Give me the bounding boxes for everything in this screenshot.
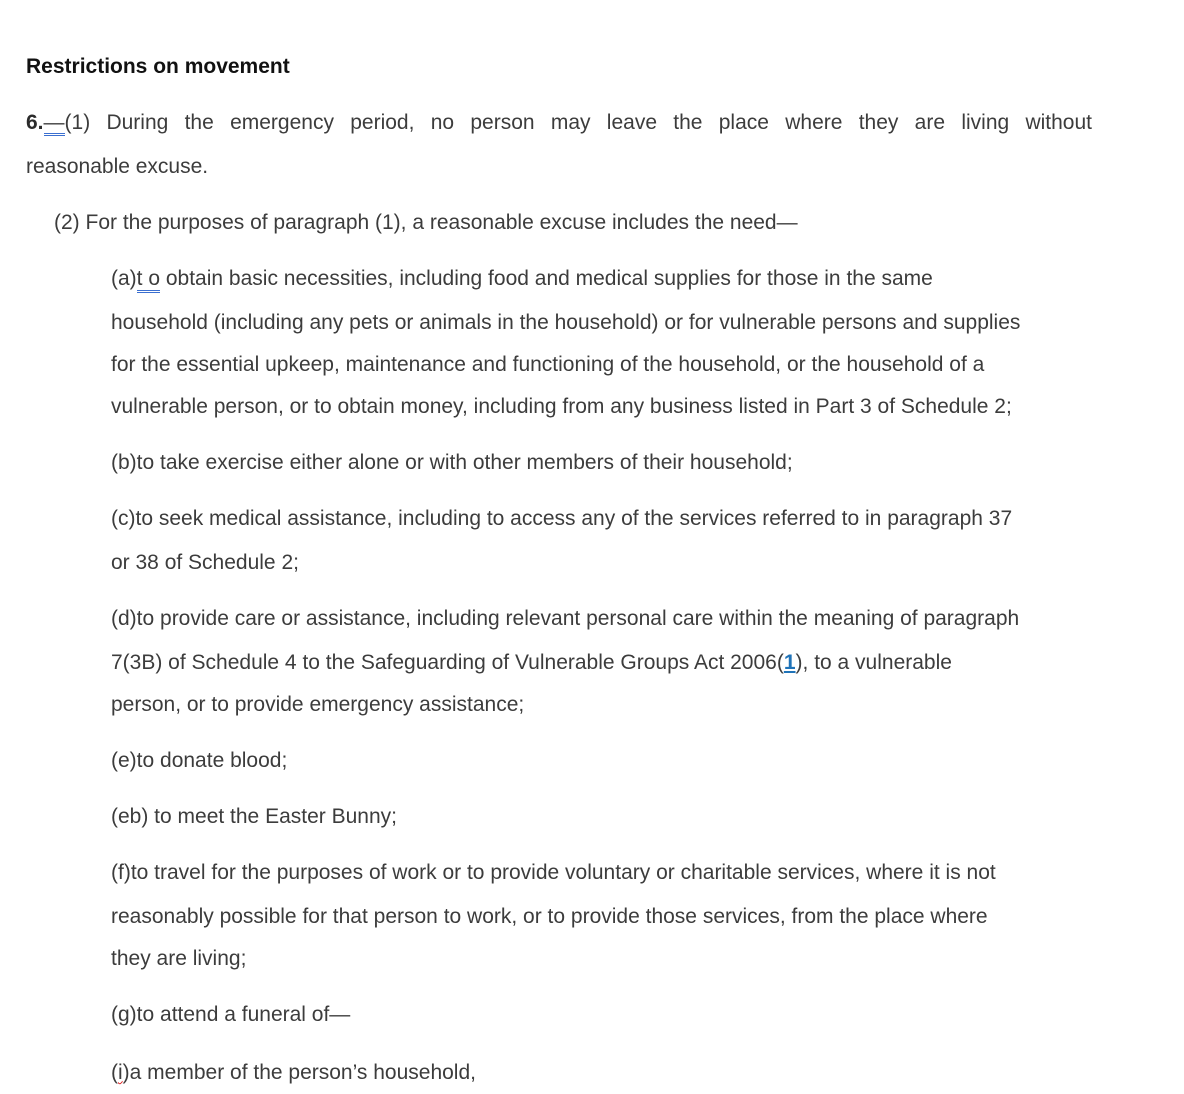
item-a-label: (a) xyxy=(111,267,137,290)
subparagraph-2: (2) For the purposes of paragraph (1), a reasonable excuse includes the need— xyxy=(54,211,798,234)
section-heading: Restrictions on movement xyxy=(26,55,290,78)
item-eb: (eb) to meet the Easter Bunny; xyxy=(111,805,397,828)
item-b: (b)to take exercise either alone or with other members of their household; xyxy=(111,451,793,474)
tracked-change-dash: — xyxy=(43,111,65,134)
item-i-text: )a member of the person’s household, xyxy=(122,1061,476,1084)
item-a-line-1 xyxy=(111,265,933,293)
item-i xyxy=(111,1059,476,1087)
item-a-text: obtain basic necessities, including food and medical supplies for those in the same xyxy=(160,267,933,290)
item-c-line-2: or 38 of Schedule 2; xyxy=(111,551,299,574)
item-a-line-4: vulnerable person, or to obtain money, including from any business listed in Part 3 of Schedule 2; xyxy=(111,395,1012,418)
item-g: (g)to attend a funeral of— xyxy=(111,1003,351,1026)
item-c-line-1: (c)to seek medical assistance, including to access any of the services referred to in paragraph 37 xyxy=(111,507,1013,530)
item-a-line-2: household (including any pets or animals in the household) or for vulnerable persons and supplies xyxy=(111,311,1021,334)
item-f-line-3: they are living; xyxy=(111,947,247,970)
item-d-text-before: 7(3B) of Schedule 4 to the Safeguarding of Vulnerable Groups Act 2006( xyxy=(111,651,784,674)
paragraph-6-line-1 xyxy=(26,109,1092,137)
item-e: (e)to donate blood; xyxy=(111,749,288,772)
paragraph-6-text: (1) During the emergency period, no person may leave the place where they are living without xyxy=(64,111,1092,134)
paragraph-6-line-2: reasonable excuse. xyxy=(26,155,209,178)
item-i-open: ( xyxy=(111,1061,118,1084)
spellcheck-marked-text: i xyxy=(118,1061,123,1084)
item-a-line-3: for the essential upkeep, maintenance and functioning of the household, or the household of a xyxy=(111,353,985,376)
item-d-line-1: (d)to provide care or assistance, including relevant personal care within the meaning of paragraph xyxy=(111,607,1020,630)
item-d-line-3: person, or to provide emergency assistance; xyxy=(111,693,525,716)
item-a-tracked-text: t o xyxy=(137,267,160,293)
item-f-line-2: reasonably possible for that person to work, or to provide those services, from the place where xyxy=(111,905,988,928)
item-d-text-after: ), to a vulnerable xyxy=(795,651,952,674)
paragraph-number: 6. xyxy=(26,111,44,134)
item-f-line-1: (f)to travel for the purposes of work or to provide voluntary or charitable services, where it is not xyxy=(111,861,996,884)
footnote-link[interactable]: 1 xyxy=(783,651,796,674)
item-d-line-2 xyxy=(111,649,952,677)
